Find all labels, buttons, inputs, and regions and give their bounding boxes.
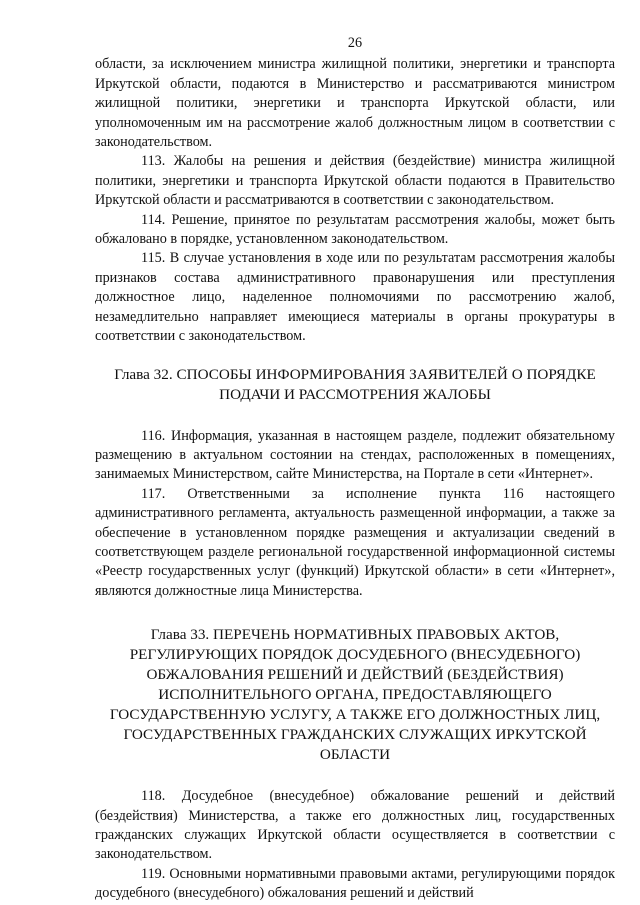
paragraph-115: 115. В случае установления в ходе или по результатам рассмотрения жалобы признаков состава административного правонарушения или преступления должностное лицо, наделенное полномочиями по рассмотрению жалоб, незамедлительно направляет имеющиеся материалы в органы прокуратуры в соответствии с законодательством.: [95, 250, 615, 345]
paragraph-continuation: области, за исключением министра жилищной политики, энергетики и транспорта Иркутской области, подаются в Министерство и рассматриваются министром жилищной политики, энергетики и транспорта Иркутской области, или уполномоченным им на рассмотрение жалоб должностным лицом в соответствии с законодательством.: [95, 56, 615, 151]
paragraph-119: 119. Основными нормативными правовыми актами, регулирующими порядок досудебного (внесудебного) обжалования решений и действий: [95, 865, 615, 902]
chapter-32-heading: Глава 32. СПОСОБЫ ИНФОРМИРОВАНИЯ ЗАЯВИТЕЛЕЙ О ПОРЯДКЕ ПОДАЧИ И РАССМОТРЕНИЯ ЖАЛОБЫ: [114, 365, 596, 403]
chapter-33-heading: Глава 33. ПЕРЕЧЕНЬ НОРМАТИВНЫХ ПРАВОВЫХ АКТОВ, РЕГУЛИРУЮЩИХ ПОРЯДОК ДОСУДЕБНОГО (ВНЕСУДЕБНОГО) ОБЖАЛОВАНИЯ РЕШЕНИЙ И ДЕЙСТВИЙ (БЕЗДЕЙСТВИЯ) ИСПОЛНИТЕЛЬНОГО ОРГАНА, ПРЕДОСТАВЛЯЮЩЕГО ГОСУДАРСТВЕННУЮ УСЛУГУ, А ТАКЖЕ ЕГО ДОЛЖНОСТНЫХ ЛИЦ, ГОСУДАРСТВЕННЫХ ГРАЖДАНСКИХ СЛУЖАЩИХ ИРКУТСКОЙ ОБЛАСТИ: [109, 626, 601, 764]
document-page: [95, 34, 615, 904]
paragraph-113: 113. Жалобы на решения и действия (бездействие) министра жилищной политики, энергетики и транспорта Иркутской области подаются в Правительство Иркутской области и рассматриваются в соответствии с законодательством.: [95, 153, 615, 209]
page-number: 26: [347, 35, 363, 51]
paragraph-118: 118. Досудебное (внесудебное) обжалование решений и действий (бездействия) Министерства, а также его должностных лиц, государственных гражданских служащих Иркутской области осуществляется в соответствии с законодательством.: [95, 788, 615, 863]
paragraph-114: 114. Решение, принятое по результатам рассмотрения жалобы, может быть обжаловано в порядке, установленном законодательством.: [95, 211, 615, 248]
paragraph-117: 117. Ответственными за исполнение пункта 116 настоящего административного регламента, актуальность размещенной информации, а также за обеспечение в установленном порядке размещения и актуализации сведений в соответствующем разделе региональной государственной информационной системы «Реестр государственных услуг (функций) Иркутской области» в сети «Интернет», являются должностные лица Министерства.: [95, 485, 615, 599]
paragraph-116: 116. Информация, указанная в настоящем разделе, подлежит обязательному размещению в актуальном состоянии на стендах, расположенных в помещениях, занимаемых Министерством, сайте Министерства, на Портале в сети «Интернет».: [95, 427, 615, 483]
